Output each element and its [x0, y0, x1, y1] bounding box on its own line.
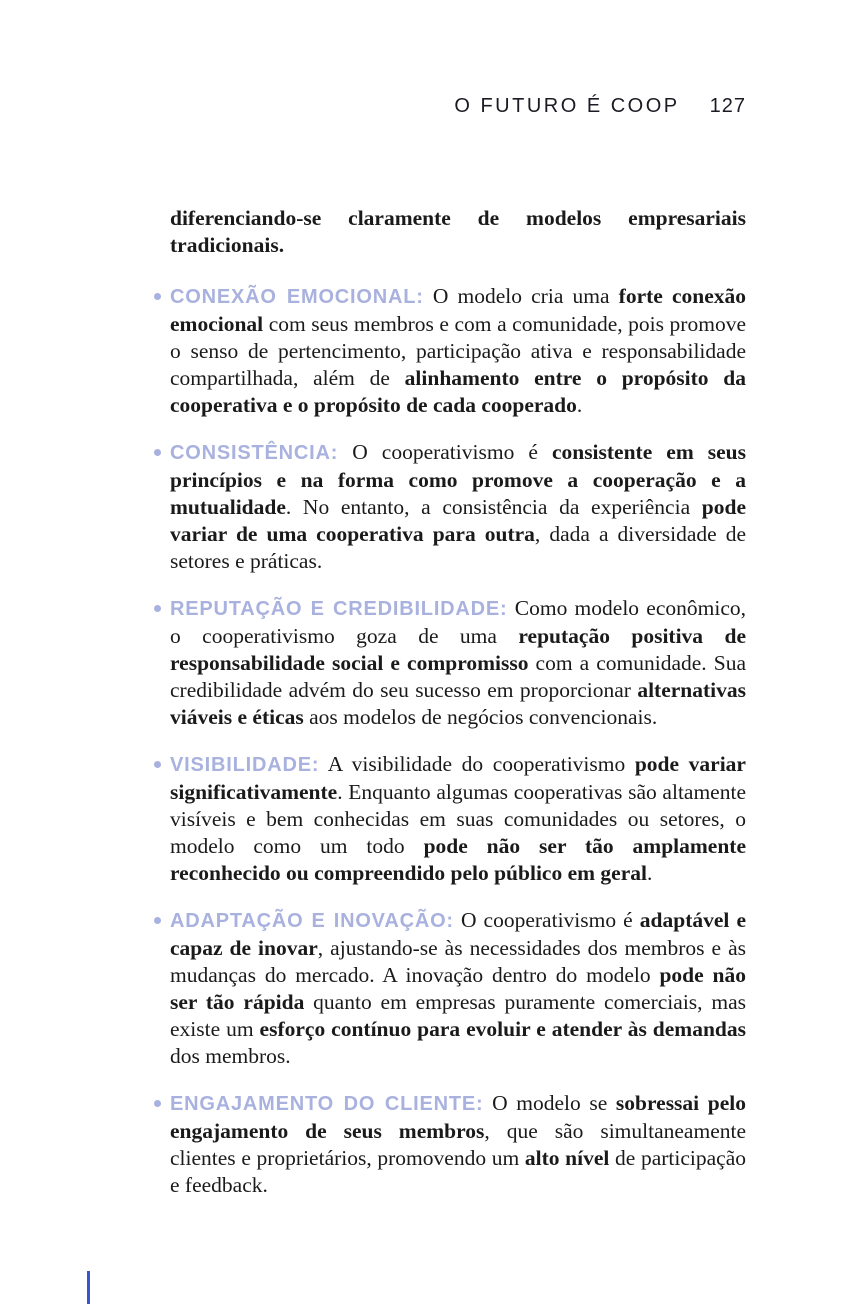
bullet-text-segment: reputação positiva de responsabilidade social e compromisso: [170, 624, 746, 675]
bullet-text-segment: sobressai pelo engajamento de seus membros: [170, 1091, 747, 1143]
bullet-text-segment: , ajustando-se às necessidades dos membros e às mudanças do mercado. A inovação dentro do modelo: [170, 936, 746, 987]
bullet-dot-icon: [154, 761, 161, 768]
bullet-text-segment: dos membros.: [170, 1044, 291, 1068]
bullet-label: VISIBILIDADE:: [170, 754, 320, 776]
bullet-text-segment: consistente em seus princípios e na forma como promove a cooperação e a mutualidade: [170, 440, 747, 519]
bullet-dot-icon: [154, 917, 161, 924]
page-content: [170, 0, 746, 1199]
bullet-text-segment: quanto em empresas puramente comerciais, mas existe um: [170, 990, 747, 1041]
bullet-text-segment: com a comunidade. Sua credibilidade advém do seu sucesso em proporcionar: [170, 651, 746, 702]
bullet-text-segment: pode não ser tão rápida: [170, 963, 746, 1014]
bullet-label: CONEXÃO EMOCIONAL:: [170, 286, 424, 308]
bullet-text-segment: esforço contínuo para evoluir e atender às demandas: [259, 1017, 746, 1041]
bullet-list: [170, 283, 746, 1199]
bullet-text-segment: . Enquanto algumas cooperativas são altamente visíveis e bem conhecidas em suas comunidades ou setores, o modelo como um todo: [170, 780, 746, 858]
bullet-item: [170, 907, 746, 1070]
bullet-label: CONSISTÊNCIA:: [170, 442, 339, 464]
bullet-item: [170, 595, 746, 731]
bullet-text-segment: .: [576, 393, 583, 417]
bullet-dot-icon: [154, 605, 161, 612]
page-edge-marker-icon: [87, 1271, 90, 1304]
page-number: 127: [709, 95, 746, 117]
bullet-text-segment: de participação e feedback.: [170, 1146, 746, 1197]
bullet-text-segment: .: [646, 861, 653, 885]
bullet-text-segment: forte conexão emocional: [170, 284, 746, 336]
bullet-text-segment: pode não ser tão amplamente reconhecido ou compreendido pelo público em geral: [170, 834, 747, 885]
bullet-text-segment: , que são simultaneamente clientes e proprietários, promovendo um: [170, 1119, 746, 1170]
intro-paragraph: diferenciando-se claramente de modelos empresariais tradicionais.: [170, 206, 746, 257]
bullet-item: [170, 283, 746, 419]
bullet-text-segment: O cooperativismo é: [460, 908, 640, 932]
bullet-item: [170, 751, 746, 887]
bullet-label: REPUTAÇÃO E CREDIBILIDADE:: [170, 598, 508, 620]
running-header: [170, 95, 746, 118]
bullet-text-segment: Como modelo econômico, o cooperativismo goza de uma: [170, 596, 746, 648]
bullet-text-segment: O cooperativismo é: [352, 440, 552, 464]
bullet-dot-icon: [154, 449, 161, 456]
bullet-item: [170, 1090, 746, 1199]
bullet-item: [170, 439, 746, 575]
bullet-dot-icon: [154, 1100, 161, 1107]
book-title: O FUTURO É COOP: [454, 95, 680, 117]
bullet-text-segment: alto nível: [524, 1146, 610, 1170]
bullet-text-segment: aos modelos de negócios convencionais.: [303, 705, 658, 729]
bullet-text-segment: pode variar de uma cooperativa para outra: [170, 495, 746, 546]
bullet-text-segment: A visibilidade do cooperativismo: [327, 752, 635, 776]
bullet-text-segment: alinhamento entre o propósito da cooperativa e o propósito de cada cooperado: [170, 366, 746, 417]
bullet-text-segment: com seus membros e com a comunidade, pois promove o senso de pertencimento, participação ativa e responsabilidade compartilhada, além de: [170, 312, 746, 390]
bullet-text-segment: O modelo se: [492, 1091, 616, 1115]
bullet-text-segment: adaptável e capaz de inovar: [170, 908, 746, 960]
bullet-text-segment: O modelo cria uma: [432, 284, 619, 308]
bullet-text-segment: pode variar significativamente: [170, 752, 746, 804]
bullet-text-segment: , dada a diversidade de setores e práticas.: [170, 522, 746, 573]
bullet-dot-icon: [154, 293, 161, 300]
bullet-text-segment: . No entanto, a consistência da experiência: [285, 495, 702, 519]
bullet-label: ENGAJAMENTO DO CLIENTE:: [170, 1093, 484, 1115]
bullet-label: ADAPTAÇÃO E INOVAÇÃO:: [170, 910, 454, 932]
bullet-text-segment: alternativas viáveis e éticas: [170, 678, 746, 729]
